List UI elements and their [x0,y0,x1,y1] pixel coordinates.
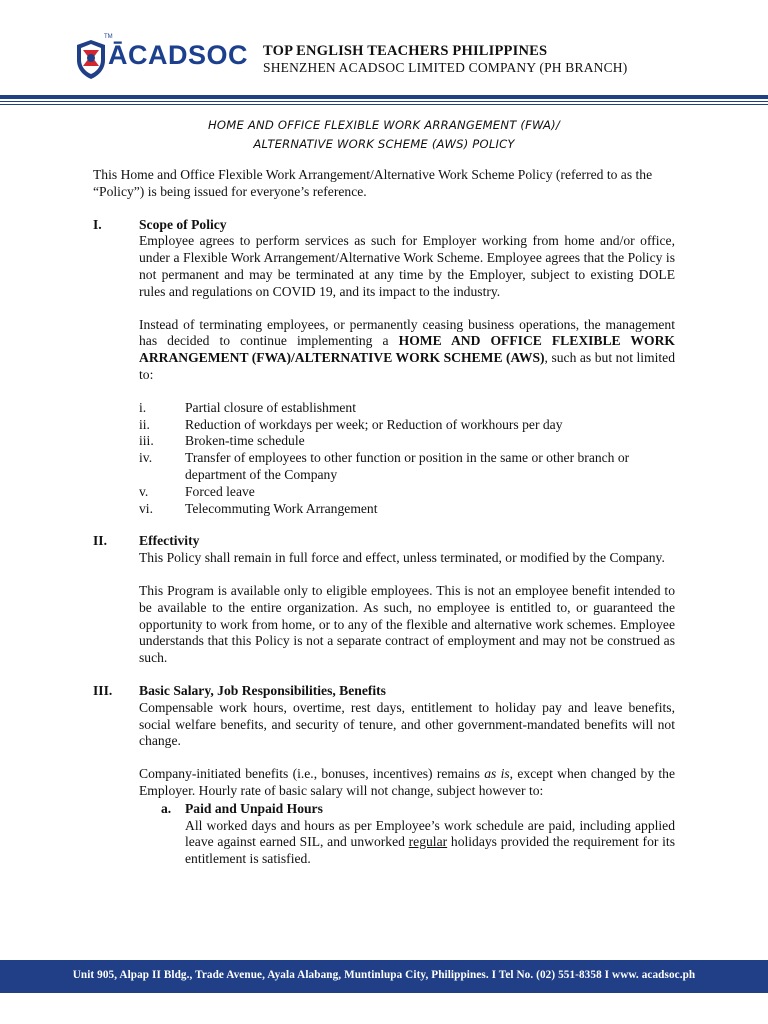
bold-text-run: HOME AND OFFICE FLEXIBLE WORK ARRANGEMENT (FWA)/ALTERNATIVE WORK SCHEME (AWS) [139,333,675,366]
title-line-1: HOME AND OFFICE FLEXIBLE WORK ARRANGEMENT (FWA)/ [208,118,560,132]
section-number: III. [93,682,113,698]
italic-text-run: as is [484,766,510,782]
paragraph: Employee agrees to perform services as such for Employer working from home and/or office, under a Flexible Work Arrangement/Alternative Work Scheme. Employee agrees that the Policy is not permanent and may be terminated at any time by the Employer, subject to existing DOLE rules and regulations on COVID 19, and its impact to the industry. [139,233,675,299]
list-number: iii. [139,433,154,449]
logo-wordmark: ĀCADSOC [108,40,249,70]
list-text: Telecommuting Work Arrangement [185,500,378,516]
list-number: ii. [139,416,150,432]
text-run: Company-initiated benefits (i.e., bonuses, incentives) remains [139,766,485,782]
acadsoc-logo [74,34,249,80]
list-item [139,484,675,501]
section-body [139,233,675,517]
underlined-text-run: regular [408,834,448,850]
text-run: holidays provided the requirement for its entitlement is satisfied. [185,834,675,867]
paragraph [139,766,675,800]
section-scope [93,217,675,518]
list-number: i. [139,399,147,415]
section-salary-benefits [93,683,675,868]
header-rule-thick [0,95,768,99]
footer-bar [0,960,768,993]
section-number: I. [93,216,102,232]
list-text: Partial closure of establishment [185,399,357,415]
section-heading [93,533,675,550]
list-text: Transfer of employees to other function or position in the same or other branch or department of the Company [185,450,630,482]
lion-shield-icon [74,38,108,80]
list-item [139,501,675,518]
letterhead [0,0,768,92]
list-number: v. [139,483,149,499]
intro-paragraph: This Home and Office Flexible Work Arrangement/Alternative Work Scheme Policy (referred to as the “Policy”) is being issued for everyone’s reference. [93,167,653,199]
text-run: Instead of terminating employees, or permanently ceasing business operations, the management has decided to continue implementing a [139,316,675,349]
document-body [93,116,675,868]
company-tagline: TOP ENGLISH TEACHERS PHILIPPINES [263,43,548,59]
company-name: SHENZHEN ACADSOC LIMITED COMPANY (PH BRANCH) [263,60,628,75]
text-run: , except when changed by the Employer. Hourly rate of basic salary will not change, subject however to: [139,766,675,798]
list-item [139,433,675,450]
section-title: Basic Salary, Job Responsibilities, Benefits [139,682,386,698]
section-title: Scope of Policy [139,216,227,232]
trademark-mark: TM [104,34,113,40]
section-heading [93,683,675,700]
section-heading [93,217,675,234]
paragraph [139,317,675,384]
footer-address: Unit 905, Alpap II Bldg., Trade Avenue, Ayala Alabang, Muntinlupa City, Philippines. I Tel No. (02) 551-8358 I www. acadsoc.ph [72,969,696,981]
list-text: Forced leave [185,483,255,499]
list-number: vi. [139,500,153,516]
list-text: Broken-time schedule [185,433,305,449]
title-line-2: ALTERNATIVE WORK SCHEME (AWS) POLICY [253,137,515,151]
paragraph: This Policy shall remain in full force and effect, unless terminated, or modified by the Company. [139,550,665,566]
text-run: , such as but not limited to: [139,350,675,382]
section-body [139,550,675,667]
header-rule-thin-2 [0,104,768,105]
subsection-title: Paid and Unpaid Hours [185,800,323,816]
paragraph: This Program is available only to eligible employees. This is not an employee benefit intended to be available to the entire organization. As such, no employee is entitled to, or guaranteed the opportunity to work from home, or to any of the flexible and alternative work schemes. Employee understands that this Policy is not a separate contract of employment and may not be construed as such. [139,582,675,666]
section-title: Effectivity [139,533,200,549]
paragraph: Compensable work hours, overtime, rest days, entitlement to holiday pay and leave benefits, social welfare benefits, and security of tenure, and other government-mandated benefits will not change. [139,699,675,749]
list-number: iv. [139,450,153,466]
list-text: Reduction of workdays per week; or Reduction of workhours per day [185,416,563,432]
document-title [93,116,675,154]
list-item [139,400,675,417]
section-number: II. [93,533,107,549]
arrangement-list [139,400,675,518]
list-item [139,450,675,484]
header-rule-thin-1 [0,101,768,102]
subsection-paid-unpaid-hours [161,801,675,868]
list-item [139,417,675,434]
subsection-letter: a. [161,800,172,816]
section-effectivity [93,533,675,667]
section-body [139,700,675,868]
text-run: All worked days and hours as per Employee’s work schedule are paid, including applied leave against earned SIL, and unworked [185,817,675,850]
subsection-heading [161,801,675,818]
paragraph [185,818,675,868]
